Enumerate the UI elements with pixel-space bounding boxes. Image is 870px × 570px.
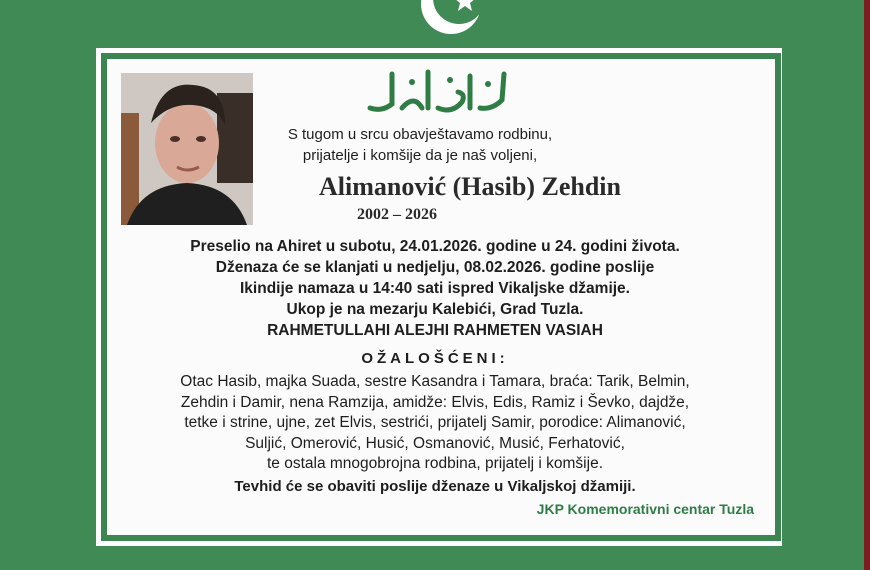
announcement-line: Preselio na Ahiret u subotu, 24.01.2026. godine u 24. godini života. [190, 238, 680, 255]
intro-line-1: S tugom u srcu obavještavamo rodbinu, [287, 126, 553, 143]
right-frame-edge [864, 0, 870, 570]
portrait-illustration [121, 73, 253, 225]
announcement-line: Ikindije namaza u 14:40 sati ispred Vikaljske džamije. [240, 280, 630, 297]
announcement-line: RAHMETULLAHI ALEJHI RAHMETEN VASIAH [267, 322, 603, 339]
announcement-block [104, 236, 766, 341]
mourners-heading: OŽALOŠĆENI: [361, 350, 509, 367]
mourners-line: tetke i strine, ujne, zet Elvis, sestrići, prijatelj Samir, porodice: Alimanović, [184, 414, 686, 431]
mourners-list [104, 372, 766, 475]
mourners-line: te ostala mnogobrojna rodbina, prijatelj i komšije. [266, 455, 603, 472]
intro-text [270, 124, 570, 166]
announcement-line: Ukop je na mezarju Kalebići, Grad Tuzla. [286, 301, 584, 318]
intro-line-2: prijatelje i komšije da je naš voljeni, [302, 147, 538, 164]
footer-organization: JKP Komemorativni centar Tuzla [536, 501, 754, 517]
deceased-years: 2002 – 2026 [357, 206, 437, 223]
crescent-star-icon [415, 0, 487, 40]
mourners-line: Zehdin i Damir, nena Ramzija, amidže: Elvis, Edis, Ramiz i Ševko, dajdže, [180, 393, 690, 411]
mourners-line: Otac Hasib, majka Suada, sestre Kasandra i Tamara, braća: Tarik, Belmin, [180, 373, 690, 390]
portrait-photo [121, 73, 253, 225]
mourners-line: Suljić, Omerović, Husić, Osmanović, Musić, Ferhatović, [245, 434, 625, 452]
deceased-name: Alimanović (Hasib) Zehdin [319, 172, 621, 201]
announcement-line: Dženaza će se klanjati u nedjelju, 08.02.2026. godine poslije [215, 259, 655, 276]
tevhid-note: Tevhid će se obaviti poslije dženaze u Vikaljskoj džamiji. [234, 478, 636, 495]
arabic-calligraphy-icon [362, 64, 512, 120]
